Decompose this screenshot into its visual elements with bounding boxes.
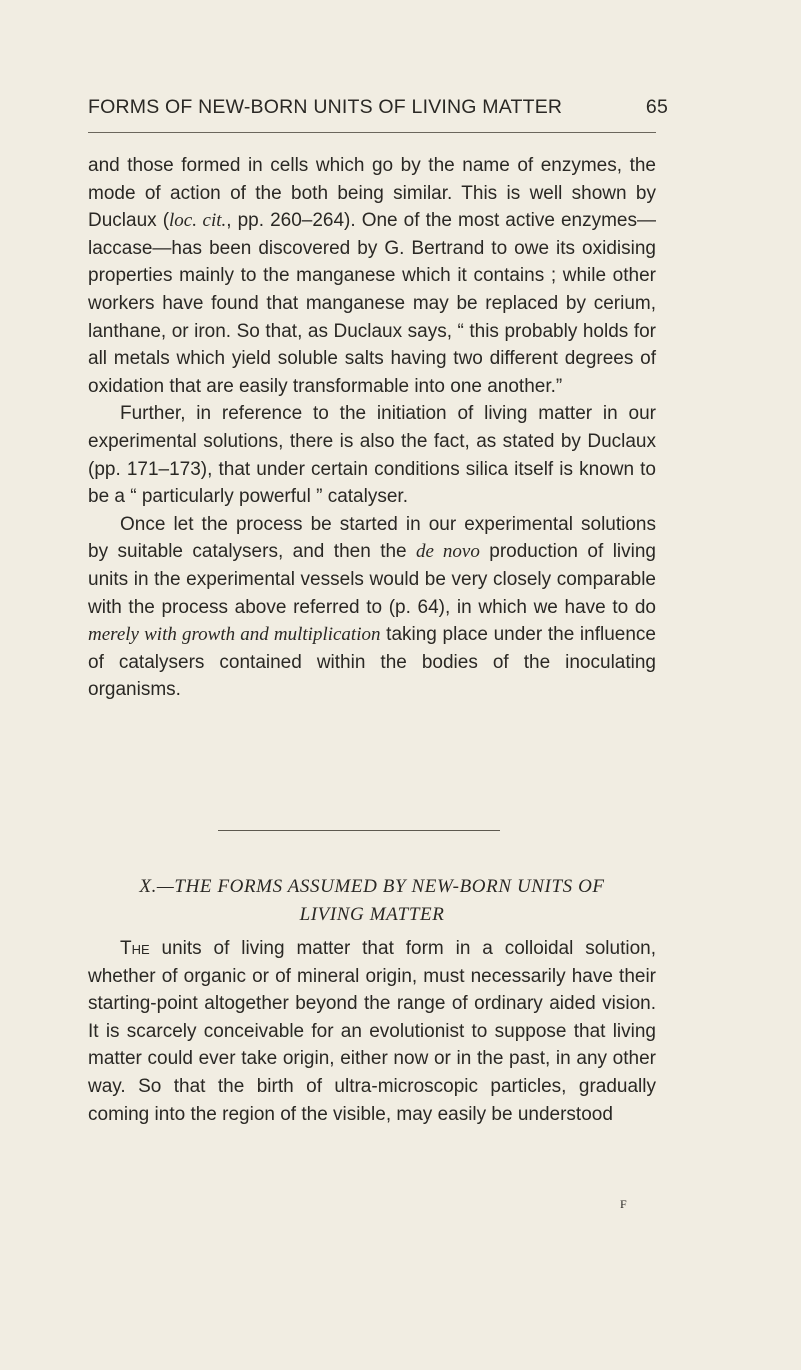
section-heading: [88, 873, 656, 929]
paragraph-text: and those formed in cells which go by the name of enzymes, the mode of action of the both being similar. This is well shown by Duclaux (: [88, 155, 656, 232]
paragraph-text: Once let the process be started in our experimental solutions by suitable catalysers, and then the: [88, 513, 656, 563]
italic-phrase: de novo: [416, 541, 480, 563]
signature-mark: F: [620, 1197, 627, 1211]
italic-phrase: merely with growth and multiplication: [88, 624, 381, 646]
header-rule: [88, 132, 656, 133]
running-header: [88, 96, 668, 119]
section-divider: [218, 830, 500, 831]
page-number: 65: [645, 96, 668, 118]
text-block-lower: [88, 935, 656, 1128]
text-block-upper: [88, 152, 656, 704]
paragraph-text: units of living matter that form in a colloidal solution, whether of organic or of mineral origin, must necessarily have their starting-point altogether beyond the range of ordinary aided vision. It is scarcely conceivable for an evolutionist to suppose that living matter could ever take origin, either now or in the past, in any other way. So that the birth of ultra-microscopic particles, gradually coming into the region of the visible, may easily be understood: [88, 938, 656, 1125]
paragraph: Further, in reference to the initiation of living matter in our experimental solutions, there is also the fact, as stated by Duclaux (pp. 171–173), that under certain conditions silica itself is known to be a “ particularly powerful ” catalyser.: [88, 403, 656, 508]
paragraph: [88, 152, 656, 400]
paragraph: [88, 935, 656, 1128]
section-heading-line: LIVING MATTER: [299, 904, 445, 925]
paragraph-text: taking place under the influence of catalysers contained within the bodies of the inoculating organisms.: [88, 624, 656, 701]
paragraph: [88, 511, 656, 704]
small-caps-lead: The: [120, 938, 150, 959]
italic-citation: loc. cit.: [169, 210, 227, 232]
running-title: FORMS OF NEW-BORN UNITS OF LIVING MATTER: [88, 96, 563, 118]
paragraph-text: production of living units in the experimental vessels would be very closely comparable with the process above referred to (p. 64), in which we have to do: [88, 541, 656, 618]
section-heading-line: X.—THE FORMS ASSUMED BY NEW-BORN UNITS OF: [139, 876, 605, 897]
paragraph-text: , pp. 260–264). One of the most active enzymes—laccase—has been discovered by G. Bertrand to owe its oxidising properties mainly to the manganese which it contains ; while other workers have found that manganese may be replaced by cerium, lanthane, or iron. So that, as Duclaux says, “ this probably holds for all metals which yield soluble salts having two different degrees of oxidation that are easily transformable into one another.”: [88, 210, 656, 397]
